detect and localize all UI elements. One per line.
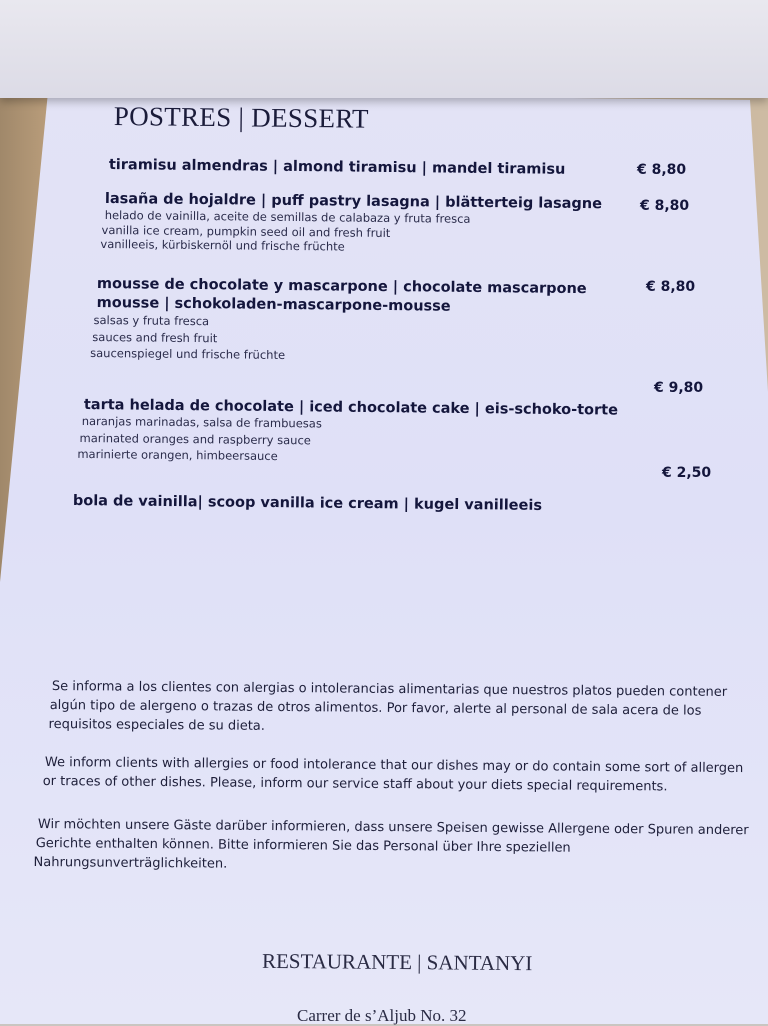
menu-item-tiramisu	[109, 156, 566, 179]
menu-item-chocolate-mousse	[90, 275, 587, 366]
item-description-es: naranjas marinadas, salsa de frambuesas	[81, 413, 322, 431]
notice-line: Nahrungsunverträglichkeiten.	[33, 854, 228, 872]
item-description-de: saucenspiegel und frische früchte	[90, 345, 286, 362]
item-description-de: vanilleeis, kürbiskernöl und frische früchte	[100, 236, 345, 254]
item-price: € 2,50	[662, 465, 712, 481]
notice-line: algún tipo de alergeno o trazas de otros alimentos. Por favor, alerte al personal de sala acera de los	[49, 697, 702, 719]
item-price: € 9,80	[654, 380, 704, 396]
menu-item-lasagna	[100, 190, 603, 257]
allergy-notice-de	[33, 815, 749, 878]
restaurant-name: RESTAURANTE | SANTANYI	[261, 948, 533, 976]
menu-item-vanilla-ice-cream	[73, 492, 542, 515]
menu-item-iced-chocolate-cake	[77, 396, 619, 467]
notice-line: Wir möchten unsere Gäste darüber informieren, dass unsere Speisen gewisse Allergene oder Spuren anderer	[37, 816, 749, 839]
item-description-es: salsas y fruta fresca	[93, 312, 210, 329]
item-description-en: sauces and fresh fruit	[92, 329, 218, 345]
notice-line: requisitos especiales de su dieta.	[48, 716, 266, 734]
item-name: mousse de chocolate y mascarpone | chocolate mascarpone	[96, 275, 587, 298]
notice-line: We inform clients with allergies or food intolerance that our dishes may or do contain some sort of allergen	[44, 754, 744, 777]
item-name: tarta helada de chocolate | iced chocolate cake | eis-schoko-torte	[83, 396, 619, 419]
notice-line: or traces of other dishes. Please, inform our service staff about your diets special requirements.	[42, 773, 668, 795]
item-description-de: marinierte orangen, himbeersauce	[77, 446, 278, 464]
item-name: bola de vainilla| scoop vanilla ice cream | kugel vanilleeis	[72, 492, 543, 514]
item-name: tiramisu almendras | almond tiramisu | mandel tiramisu	[108, 156, 566, 178]
item-description-en: marinated oranges and raspberry sauce	[79, 430, 311, 447]
allergy-notice-es	[48, 677, 728, 740]
item-price: € 8,80	[646, 279, 696, 295]
menu-heading: POSTRES | DESSERT	[113, 101, 369, 134]
item-price: € 8,80	[637, 162, 687, 178]
notice-line: Gerichte enthalten können. Bitte informieren Sie das Personal über Ihre speziellen	[35, 835, 571, 856]
item-description-es: helado de vainilla, aceite de semillas de calabaza y fruta fresca	[104, 207, 471, 226]
allergy-notice-en	[42, 753, 744, 797]
item-price: € 8,80	[640, 198, 690, 214]
restaurant-address: Carrer de s’Aljub No. 32	[297, 1006, 467, 1025]
item-name: lasaña de hojaldre | puff pastry lasagna | blätterteig lasagne	[104, 190, 603, 213]
notice-line: Se informa a los clientes con alergias o intolerancias alimentarias que nuestros platos pueden contener	[51, 678, 728, 700]
item-name-continued: mousse | schokoladen-mascarpone-mousse	[96, 294, 451, 315]
item-description-en: vanilla ice cream, pumpkin seed oil and fresh fruit	[101, 222, 391, 240]
